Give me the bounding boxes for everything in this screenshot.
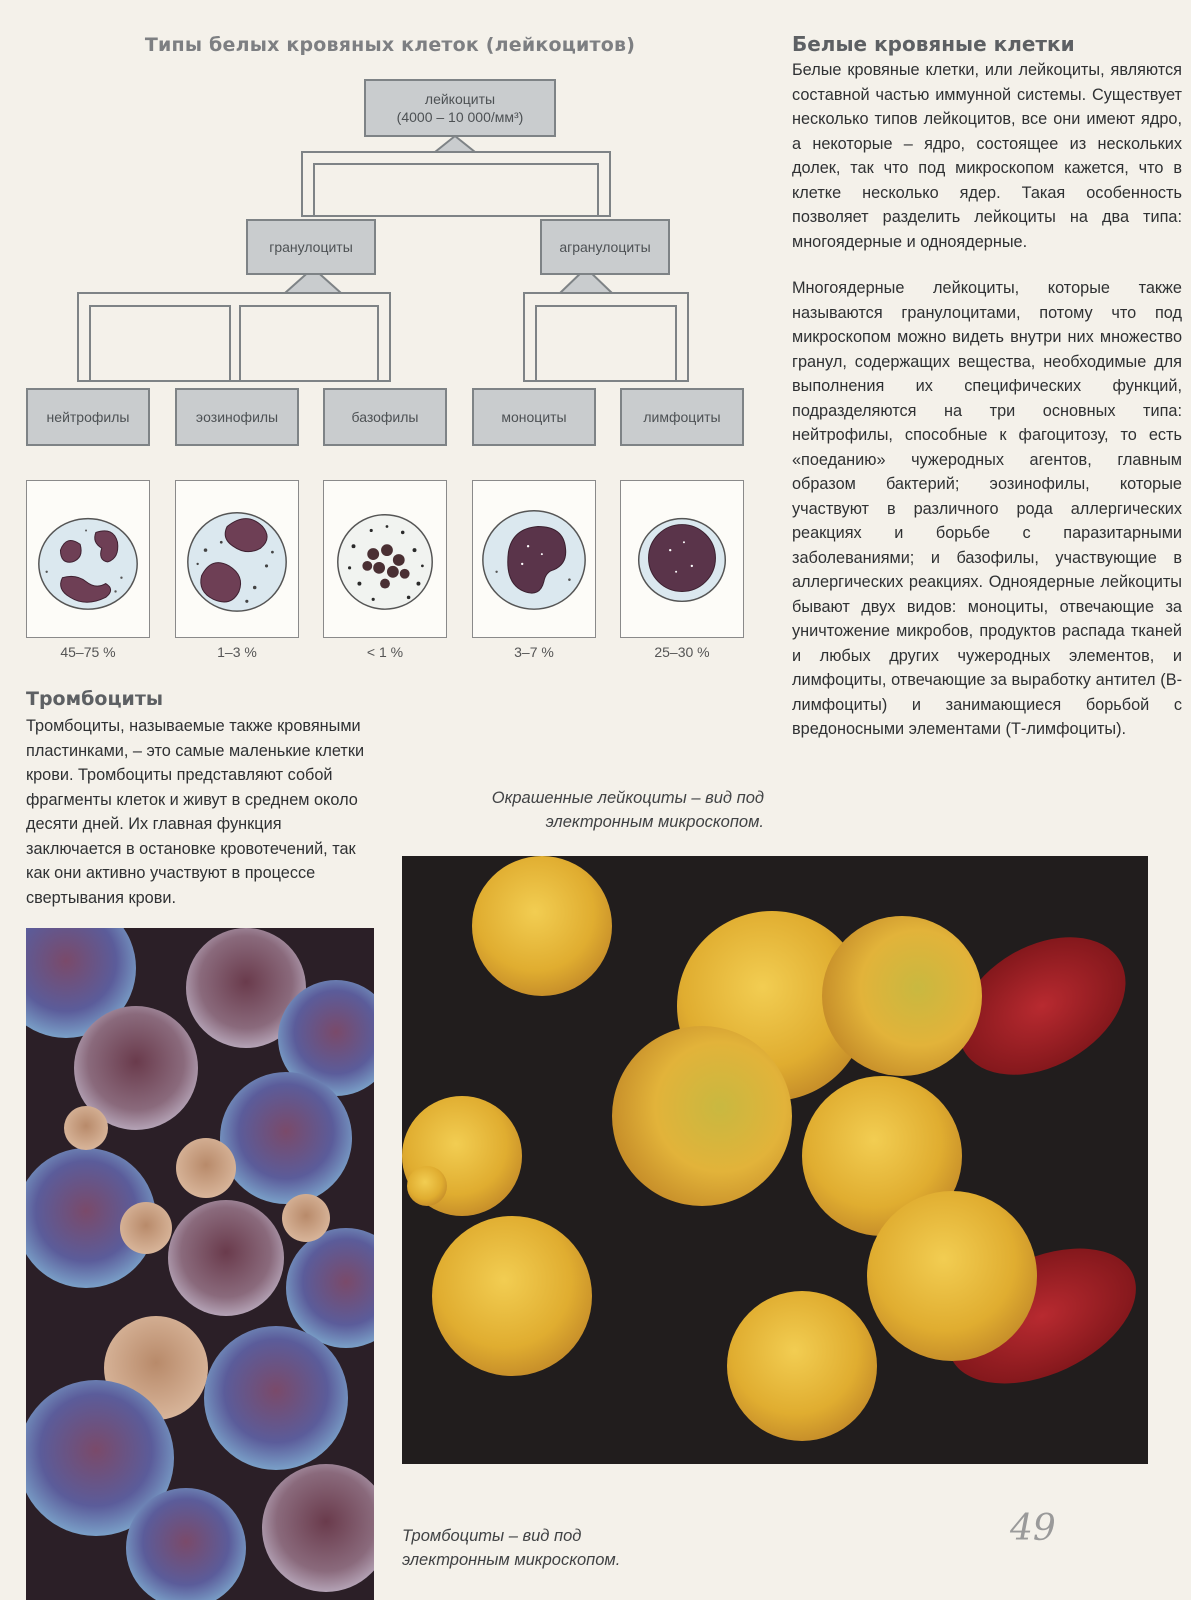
node-eosinophils: эозинофилы xyxy=(175,388,299,446)
page-number: 49 xyxy=(1010,1508,1056,1549)
leukocytes-caption-block xyxy=(478,786,764,834)
basophil-percentage: < 1 % xyxy=(366,644,404,660)
node-neutrophils: нейтрофилы xyxy=(26,388,150,446)
neutrophil-percentage: 45–75 % xyxy=(60,644,116,660)
root-node-label: лейкоциты xyxy=(424,91,496,107)
platelets-caption-block xyxy=(402,1524,682,1572)
platelets-photo xyxy=(26,928,374,1600)
white-cells-paragraph-1: Белые кровяные клетки, или лейкоциты, являются составной частью иммунной системы. Существует несколько типов лейкоцитов, все они имеют ядро, а некоторые – ядро, состоящее из нескольких долек, так что под микроскопом кажется, что в клетке несколько ядер. Такая особенность позволяет разделить лейкоциты на два типа: многоядерные и одноядерные. xyxy=(792,61,1182,251)
platelets-photo-caption: Тромбоциты – вид под электронным микроскопом. xyxy=(402,1527,621,1569)
white-cells-paragraph-2: Многоядерные лейкоциты, которые также называются гранулоцитами, потому что под микроскопом можно видеть внутри них множество гранул, содержащих вещества, необходимые для выполнения их специфических функций, подразделяются на три основных типа: нейтрофилы, способные к фагоцитозу, то есть «поеданию» чужеродных агентов, главным образом бактерий; эозинофилы, которые участвуют в различного рода аллергических реакциях и борьбе с паразитарными заболеваниями; и базофилы, участвующие в аллергических реакциях. Одноядерные лейкоциты бывают двух видов: моноциты, отвечающие за уничтожение микробов, продуктов распада тканей и любых других чужеродных элементов, и лимфоциты, отвечающие за выработку антител (B-лимфоциты) и занимающиеся борьбой с вредоносными элементами (Т-лимфоциты). xyxy=(792,279,1182,738)
platelets-text: Тромбоциты, называемые также кровяными пластинками, – это самые маленькие клетки крови. Тромбоциты представляют собой фрагменты клеток и живут в среднем около десяти дней. Их главная функция заключается в остановке кровотечений, так как они активно участвуют в процессе свертывания крови. xyxy=(26,717,365,907)
leukocytes-photo xyxy=(402,856,1148,1464)
node-lymphocytes: лимфоциты xyxy=(620,388,744,446)
white-cells-section xyxy=(792,32,1182,742)
node-monocytes: моноциты xyxy=(472,388,596,446)
monocyte-illustration xyxy=(472,480,596,638)
root-node-range: (4000 – 10 000/мм³) xyxy=(396,109,524,125)
lymphocyte-percentage: 25–30 % xyxy=(654,644,710,660)
neutrophil-illustration xyxy=(26,480,150,638)
node-agranulocytes: агранулоциты xyxy=(540,219,670,275)
platelets-heading: Тромбоциты xyxy=(26,688,164,710)
platelets-section xyxy=(26,688,376,910)
monocyte-percentage: 3–7 % xyxy=(514,644,554,660)
eosinophil-percentage: 1–3 % xyxy=(217,644,257,660)
leukocytes-photo-caption: Окрашенные лейкоциты – вид под электронным микроскопом. xyxy=(491,789,764,831)
eosinophil-illustration xyxy=(175,480,299,638)
basophil-illustration xyxy=(323,480,447,638)
white-cells-heading: Белые кровяные клетки xyxy=(792,32,1075,56)
node-basophils: базофилы xyxy=(323,388,447,446)
diagram-title: Типы белых кровяных клеток (лейкоцитов) xyxy=(144,34,636,56)
lymphocyte-illustration xyxy=(620,480,744,638)
node-granulocytes: гранулоциты xyxy=(246,219,376,275)
root-node-leukocytes xyxy=(364,79,556,137)
